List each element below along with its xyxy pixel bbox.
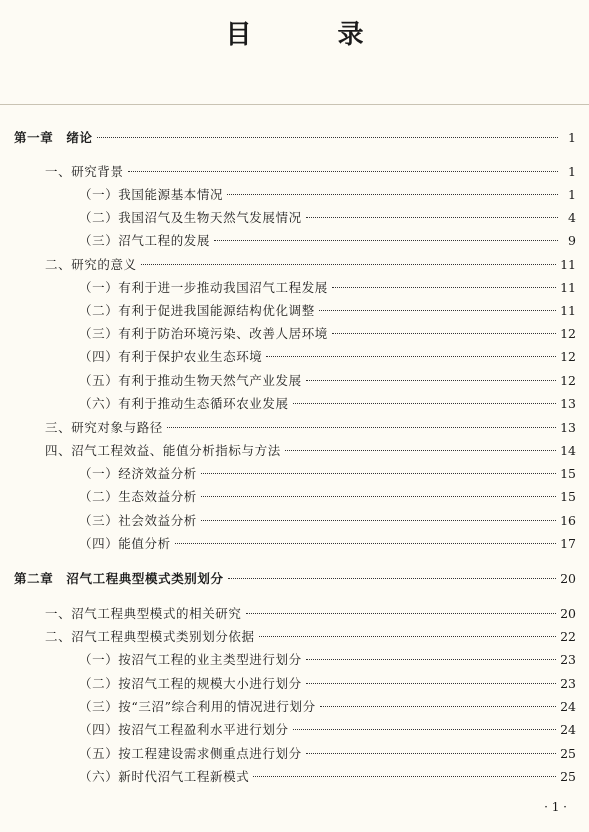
toc-entry[interactable]: [0, 186, 589, 204]
toc-entry-label: （四）能值分析: [79, 536, 171, 551]
toc-entry[interactable]: [0, 488, 589, 506]
toc-entry-page: 25: [560, 769, 576, 784]
toc-entry-label: 二、研究的意义: [45, 257, 137, 272]
dot-leader: [332, 287, 556, 288]
toc-entry-page: 11: [560, 280, 576, 295]
toc-entry[interactable]: [0, 675, 589, 693]
dot-leader: [266, 356, 556, 357]
toc-entry[interactable]: [0, 302, 589, 320]
toc-entry-label: （二）我国沼气及生物天然气发展情况: [79, 210, 302, 225]
toc-entry-label: 三、研究对象与路径: [45, 420, 163, 435]
toc-entry[interactable]: [0, 721, 589, 739]
toc-entry-label: 一、研究背景: [45, 164, 124, 179]
toc-entry[interactable]: [0, 395, 589, 413]
dot-leader: [227, 194, 558, 195]
toc-entry-label: （四）按沼气工程盈利水平进行划分: [79, 722, 289, 737]
dot-leader: [201, 520, 556, 521]
dot-leader: [319, 310, 556, 311]
header-divider: [0, 104, 589, 105]
toc-entry-page: 1: [568, 164, 576, 179]
toc-entry[interactable]: [0, 442, 589, 460]
toc-entry-page: 13: [560, 396, 576, 411]
toc-entry-page: 17: [560, 536, 576, 551]
toc-entry-label: （四）有利于保护农业生态环境: [79, 349, 263, 364]
toc-entry-page: 4: [568, 210, 576, 225]
toc-entry-label: 一、沼气工程典型模式的相关研究: [45, 606, 242, 621]
toc-entry-page: 9: [568, 233, 576, 248]
page-title: 目 录: [225, 20, 394, 50]
page-number: · 1 ·: [544, 800, 567, 814]
toc-entry-page: 11: [560, 303, 576, 318]
toc-entry-label: （五）按工程建设需求侧重点进行划分: [79, 746, 302, 761]
toc-entry-page: 23: [560, 676, 576, 691]
dot-leader: [259, 636, 556, 637]
dot-leader: [201, 496, 556, 497]
toc-entry-page: 22: [560, 629, 576, 644]
toc-entry-label: （一）经济效益分析: [79, 466, 197, 481]
toc-entry-label: 第二章 沼气工程典型模式类别划分: [14, 571, 224, 586]
dot-leader: [306, 683, 556, 684]
toc-entry[interactable]: [0, 279, 589, 297]
toc-entry-label: （六）有利于推动生态循环农业发展: [79, 396, 289, 411]
dot-leader: [285, 450, 556, 451]
dot-leader: [306, 753, 556, 754]
toc-entry-label: 四、沼气工程效益、能值分析指标与方法: [45, 443, 281, 458]
toc-entry[interactable]: [0, 232, 589, 250]
toc-entry-page: 24: [560, 699, 576, 714]
toc-entry-label: （三）沼气工程的发展: [79, 233, 211, 248]
toc-entry-label: （三）按“三沼”综合利用的情况进行划分: [79, 699, 316, 714]
toc-entry-page: 13: [560, 420, 576, 435]
toc-entry[interactable]: [0, 419, 589, 437]
dot-leader: [228, 578, 556, 579]
toc-entry-page: 15: [560, 466, 576, 481]
toc-entry-label: 第一章 绪论: [14, 130, 93, 145]
dot-leader: [175, 543, 556, 544]
toc-entry[interactable]: [0, 256, 589, 274]
dot-leader: [141, 264, 556, 265]
toc-entry-page: 15: [560, 489, 576, 504]
toc-entry-page: 1: [568, 130, 576, 145]
dot-leader: [293, 729, 556, 730]
toc-entry[interactable]: [0, 325, 589, 343]
toc-entry-page: 11: [560, 257, 576, 272]
dot-leader: [201, 473, 556, 474]
toc-entry-label: （三）有利于防治环境污染、改善人居环境: [79, 326, 328, 341]
dot-leader: [306, 217, 558, 218]
dot-leader: [97, 137, 558, 138]
dot-leader: [332, 333, 556, 334]
toc-entry[interactable]: [0, 372, 589, 390]
toc-entry-label: 二、沼气工程典型模式类别划分依据: [45, 629, 255, 644]
toc-entry-label: （二）有利于促进我国能源结构优化调整: [79, 303, 315, 318]
toc-entry-label: （二）生态效益分析: [79, 489, 197, 504]
toc-entry[interactable]: [0, 628, 589, 646]
dot-leader: [293, 403, 556, 404]
toc-entry-page: 20: [560, 571, 576, 586]
toc-entry-label: （二）按沼气工程的规模大小进行划分: [79, 676, 302, 691]
toc-entry-label: （一）我国能源基本情况: [79, 187, 224, 202]
toc-entry-page: 12: [560, 326, 576, 341]
dot-leader: [167, 427, 556, 428]
toc-entry-page: 1: [568, 187, 576, 202]
toc-entry-label: （一）有利于进一步推动我国沼气工程发展: [79, 280, 328, 295]
toc-entry[interactable]: [0, 535, 589, 553]
toc-entry[interactable]: [0, 745, 589, 763]
toc-entry-page: 16: [560, 513, 576, 528]
dot-leader: [246, 613, 557, 614]
toc-entry[interactable]: [0, 348, 589, 366]
dot-leader: [320, 706, 556, 707]
toc-entry-page: 23: [560, 652, 576, 667]
toc-entry-label: （五）有利于推动生物天然气产业发展: [79, 373, 302, 388]
toc-entry[interactable]: [0, 163, 589, 181]
toc-entry-page: 24: [560, 722, 576, 737]
toc-entry[interactable]: [0, 698, 589, 716]
toc-entry[interactable]: [0, 209, 589, 227]
toc-entry[interactable]: [0, 570, 589, 588]
dot-leader: [253, 776, 556, 777]
toc-entry-label: （三）社会效益分析: [79, 513, 197, 528]
toc-entry-page: 12: [560, 373, 576, 388]
toc-entry-label: （六）新时代沼气工程新模式: [79, 769, 250, 784]
toc-entry-page: 25: [560, 746, 576, 761]
dot-leader: [306, 659, 556, 660]
toc-entry-page: 14: [560, 443, 576, 458]
dot-leader: [128, 171, 558, 172]
toc-entry-page: 20: [560, 606, 576, 621]
toc-entry[interactable]: [0, 651, 589, 669]
dot-leader: [214, 240, 558, 241]
dot-leader: [306, 380, 556, 381]
toc-entry[interactable]: [0, 605, 589, 623]
toc-entry[interactable]: [0, 512, 589, 530]
toc-entry[interactable]: [0, 129, 589, 147]
toc-entry[interactable]: [0, 768, 589, 786]
toc-entry-page: 12: [560, 349, 576, 364]
toc-entry-label: （一）按沼气工程的业主类型进行划分: [79, 652, 302, 667]
toc-entry[interactable]: [0, 465, 589, 483]
